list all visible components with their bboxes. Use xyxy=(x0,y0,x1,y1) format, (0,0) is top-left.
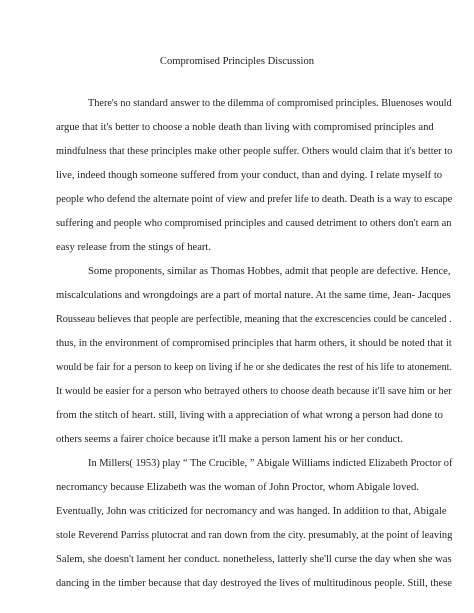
paragraph-2-line-2: miscalculations and wrongdoings are a part of mortal nature. At the same time, Jean- Jacques xyxy=(56,290,451,301)
paragraph-2-line-5: would be fair for a person to keep on living if he or she dedicates the rest of his life to atonement. xyxy=(56,362,453,373)
paragraph-2-line-1: Some proponents, similar as Thomas Hobbes, admit that people are defective. Hence, xyxy=(88,266,451,277)
paragraph-2-line-8: others seems a fairer choice because it'll make a person lament his or her conduct. xyxy=(56,434,403,445)
paragraph-1-line-3: mindfulness that these principles make other people suffer. Others would claim that it's better to xyxy=(56,146,453,157)
paragraph-1-line-7: easy release from the stings of heart. xyxy=(56,242,212,253)
paragraph-1-line-6: suffering and people who compromised principles and caused detriment to others don't earn an xyxy=(56,218,452,229)
paragraph-2-line-4: thus, in the environment of compromised principles that harm others, it should be noted that it xyxy=(56,338,452,349)
paragraph-2-line-7: from the stitch of heart. still, living with a appreciation of what wrong a person had done to xyxy=(56,410,443,421)
paragraph-1-line-5: people who defend the alternate point of view and prefer life to death. Death is a way to escape xyxy=(56,194,453,205)
paragraph-1-line-2: argue that it's better to choose a noble death than living with compromised principles and xyxy=(56,122,434,133)
paragraph-3-line-2: necromancy because Elizabeth was the woman of John Proctor, whom Abigale loved. xyxy=(56,482,419,493)
paragraph-2-line-6: It would be easier for a person who betrayed others to choose death because it'll save him or her xyxy=(56,386,452,397)
paragraph-3-line-3: Eventually, John was criticized for necromancy and was hanged. In addition to that, Abigale xyxy=(56,506,447,517)
paragraph-3-line-4: stole Reverend Parriss plutocrat and ran down from the city. presumably, at the point of leaving xyxy=(56,530,453,541)
paragraph-3-line-6: dancing in the timber because that day destroyed the lives of multitudinous people. Still, these xyxy=(56,578,452,589)
paragraph-1-line-4: live, indeed though someone suffered from your conduct, than and dying. I relate myself to xyxy=(56,170,443,181)
paragraph-2-line-3: Rousseau believes that people are perfectible, meaning that the excrescencies could be canceled . xyxy=(56,314,452,325)
paragraph-1-line-1: There's no standard answer to the dilemma of compromised principles. Bluenoses would xyxy=(88,98,452,109)
paragraph-3-line-1: In Millers( 1953) play “ The Crucible, ” Abigale Williams indicted Elizabeth Proctor of xyxy=(88,458,453,469)
document-title: Compromised Principles Discussion xyxy=(159,56,315,67)
paragraph-3-line-5: Salem, she doesn't lament her conduct. nonetheless, latterly she'll curse the day when she was xyxy=(56,554,452,565)
